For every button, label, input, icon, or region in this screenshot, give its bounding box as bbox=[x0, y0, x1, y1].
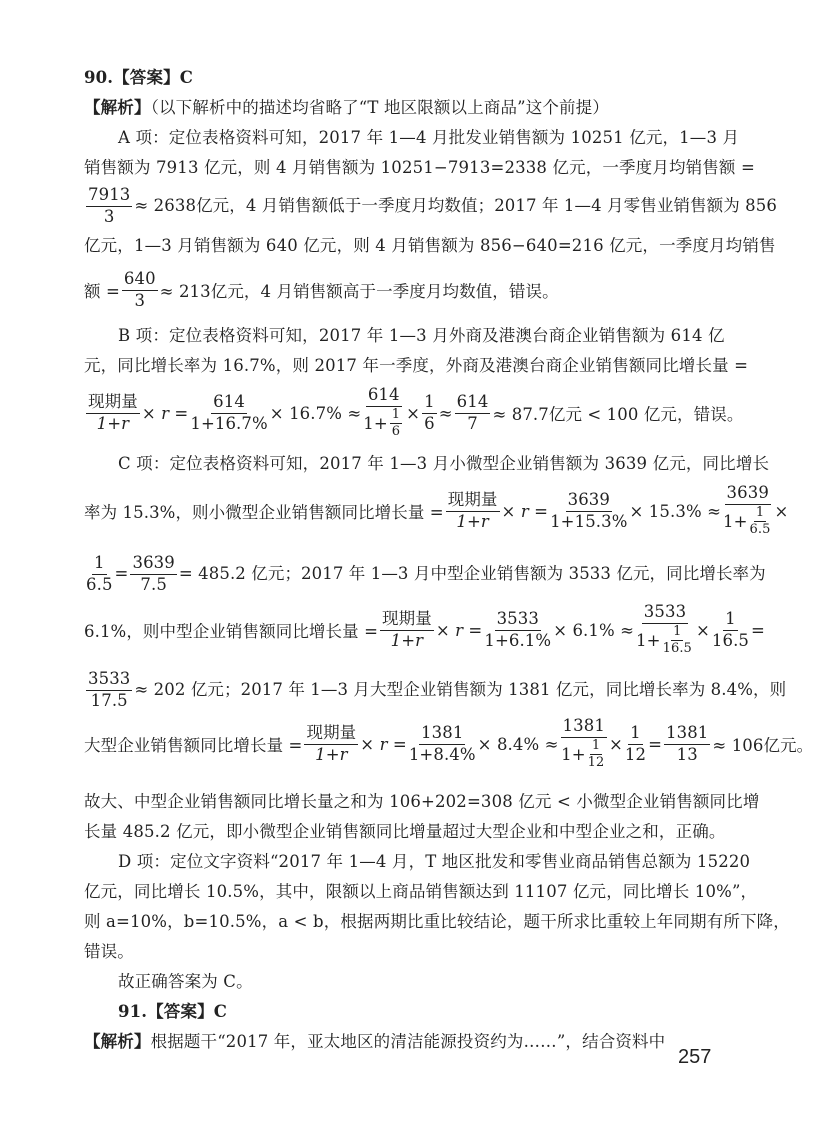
fraction: $\frac{\text{现期量}}{1+r}$ bbox=[447, 489, 498, 531]
fraction: $\frac{3639}{1+15.3\%}$ bbox=[550, 489, 628, 531]
para-a-line5: 额 = $\frac{640}{3}$ ≈ 213亿元，4 月销售额高于一季度月均数值，错误。 bbox=[84, 268, 559, 310]
fraction: $\frac{\text{现期量}}{1+r}$ bbox=[306, 722, 357, 764]
fraction: $\frac{1}{6.5}$ bbox=[86, 552, 113, 594]
q90-answer-heading: 90.【答案】C bbox=[84, 68, 194, 87]
page-number: 257 bbox=[678, 1046, 712, 1068]
fraction: $\frac{1381}{1+8.4\%}$ bbox=[408, 722, 476, 764]
fraction: 1381 1+ $\frac{1}{12}$ bbox=[561, 715, 605, 771]
para-c-line1: C 项：定位表格资料可知，2017 年 1—3 月小微型企业销售额为 3639 亿元，同比增长 bbox=[118, 454, 770, 473]
q90-analysis-note: 【解析】（以下解析中的描述均省略了“T 地区限额以上商品”这个前提） bbox=[84, 98, 609, 117]
fraction: $\frac{3533}{1+6.1\%}$ bbox=[484, 608, 552, 650]
fraction: $\frac{640}{3}$ bbox=[123, 268, 156, 310]
para-a-line3: $\frac{7913}{3}$ ≈ 2638亿元，4 月销售额低于一季度月均数值；2017 年 1—4 月零售业销售额为 856 bbox=[88, 184, 777, 226]
para-c-line7: 故大、中型企业销售额同比增长量之和为 106+202=308 亿元 < 小微型企业销售额同比增 bbox=[84, 792, 760, 811]
analysis-label: 【解析】 bbox=[84, 1032, 151, 1051]
para-c-line8: 长量 485.2 亿元，即小微型企业销售额同比增量超过大型企业和中型企业之和，正确。 bbox=[84, 822, 726, 841]
fraction: $\frac{3639}{7.5}$ bbox=[132, 552, 175, 594]
para-c-line4: 6.1%，则中型企业销售额同比增长量 = $\frac{\text{现期量}}{1+r}$ × r = $\frac{3533}{1+6.1\%}$ × 6.1% ≈ 3533 1+ $\frac{1}{16.5}$ × $\frac{1}{16.5}$ = bbox=[84, 601, 765, 657]
fraction: $\frac{614}{1+16.7\%}$ bbox=[190, 391, 268, 433]
q91-analysis: 【解析】根据题干“2017 年，亚太地区的清洁能源投资约为……”，结合资料中 bbox=[84, 1032, 666, 1051]
fraction: $\frac{1}{12}$ bbox=[624, 722, 647, 764]
fraction: 614 1+ $\frac{1}{6}$ bbox=[363, 384, 401, 440]
para-a-line2: 销售额为 7913 亿元，则 4 月销售额为 10251−7913=2338 亿元，一季度月均销售额 = bbox=[84, 158, 755, 177]
fraction: $\frac{1}{6}$ bbox=[424, 391, 435, 433]
fraction: $\frac{7913}{3}$ bbox=[88, 184, 131, 226]
fraction: 3533 1+ $\frac{1}{16.5}$ bbox=[636, 601, 692, 657]
para-b-line1: B 项：定位表格资料可知，2017 年 1—3 月外商及港澳台商企业销售额为 614 亿 bbox=[118, 326, 725, 345]
fraction: $\frac{1}{16.5}$ bbox=[711, 608, 750, 650]
para-d-line4: 错误。 bbox=[84, 942, 134, 961]
para-b-formula: $\frac{\text{现期量}}{1+r}$ × r = $\frac{614}{1+16.7\%}$ × 16.7% ≈ 614 1+ $\frac{1}{6}$ × $\frac{1}{6}$ ≈ $\frac{614}{7}$ ≈ 87.7亿元 < 100 亿元，错误。 bbox=[88, 384, 744, 440]
fraction: $\frac{\text{现期量}}{1+r}$ bbox=[88, 391, 138, 433]
para-c-line2: 率为 15.3%，则小微型企业销售额同比增长量 = $\frac{\text{现期量}}{1+r}$ × r = $\frac{3639}{1+15.3\%}$ × 15.3% ≈ 3639 1+ $\frac{1}{6.5}$ × bbox=[84, 482, 789, 538]
para-a-line4: 亿元，1—3 月销售额为 640 亿元，则 4 月销售额为 856−640=216 亿元，一季度月均销售 bbox=[84, 236, 776, 255]
analysis-label: 【解析】 bbox=[84, 98, 151, 117]
para-c-line6: 大型企业销售额同比增长量 = $\frac{\text{现期量}}{1+r}$ × r = $\frac{1381}{1+8.4\%}$ × 8.4% ≈ 1381 1+ $\frac{1}{12}$ × $\frac{1}{12}$ = $\frac{1381}{13}$ ≈ 106亿元。 bbox=[84, 715, 813, 771]
fraction: 3639 1+ $\frac{1}{6.5}$ bbox=[723, 482, 771, 538]
fraction: $\frac{3533}{17.5}$ bbox=[88, 668, 131, 710]
para-d-line1: D 项：定位文字资料“2017 年 1—4 月，T 地区批发和零售业商品销售总额为 15220 bbox=[118, 852, 751, 871]
fraction: $\frac{614}{7}$ bbox=[456, 391, 489, 433]
para-a-line1: A 项：定位表格资料可知，2017 年 1—4 月批发业销售额为 10251 亿元，1—3 月 bbox=[118, 128, 740, 147]
q91-answer-heading: 91.【答案】C bbox=[118, 1002, 228, 1021]
para-b-line2: 元，同比增长率为 16.7%，则 2017 年一季度，外商及港澳台商企业销售额同比增长量 = bbox=[84, 356, 749, 375]
fraction: $\frac{\text{现期量}}{1+r}$ bbox=[382, 608, 432, 650]
para-d-line3: 则 a=10%，b=10.5%，a < b，根据两期比重比较结论，题干所求比重较上年同期有所下降， bbox=[84, 912, 790, 931]
para-d-line2: 亿元，同比增长 10.5%，其中，限额以上商品销售额达到 11107 亿元，同比增长 10%”， bbox=[84, 882, 758, 901]
q90-final-answer: 故正确答案为 C。 bbox=[118, 972, 253, 991]
para-c-line5: $\frac{3533}{17.5}$ ≈ 202 亿元；2017 年 1—3 月大型企业销售额为 1381 亿元，同比增长率为 8.4%，则 bbox=[88, 668, 787, 710]
fraction: $\frac{1381}{13}$ bbox=[666, 722, 709, 764]
para-c-line3: $\frac{1}{6.5}$ = $\frac{3639}{7.5}$ = 485.2 亿元；2017 年 1—3 月中型企业销售额为 3533 亿元，同比增长率为 bbox=[86, 552, 766, 594]
